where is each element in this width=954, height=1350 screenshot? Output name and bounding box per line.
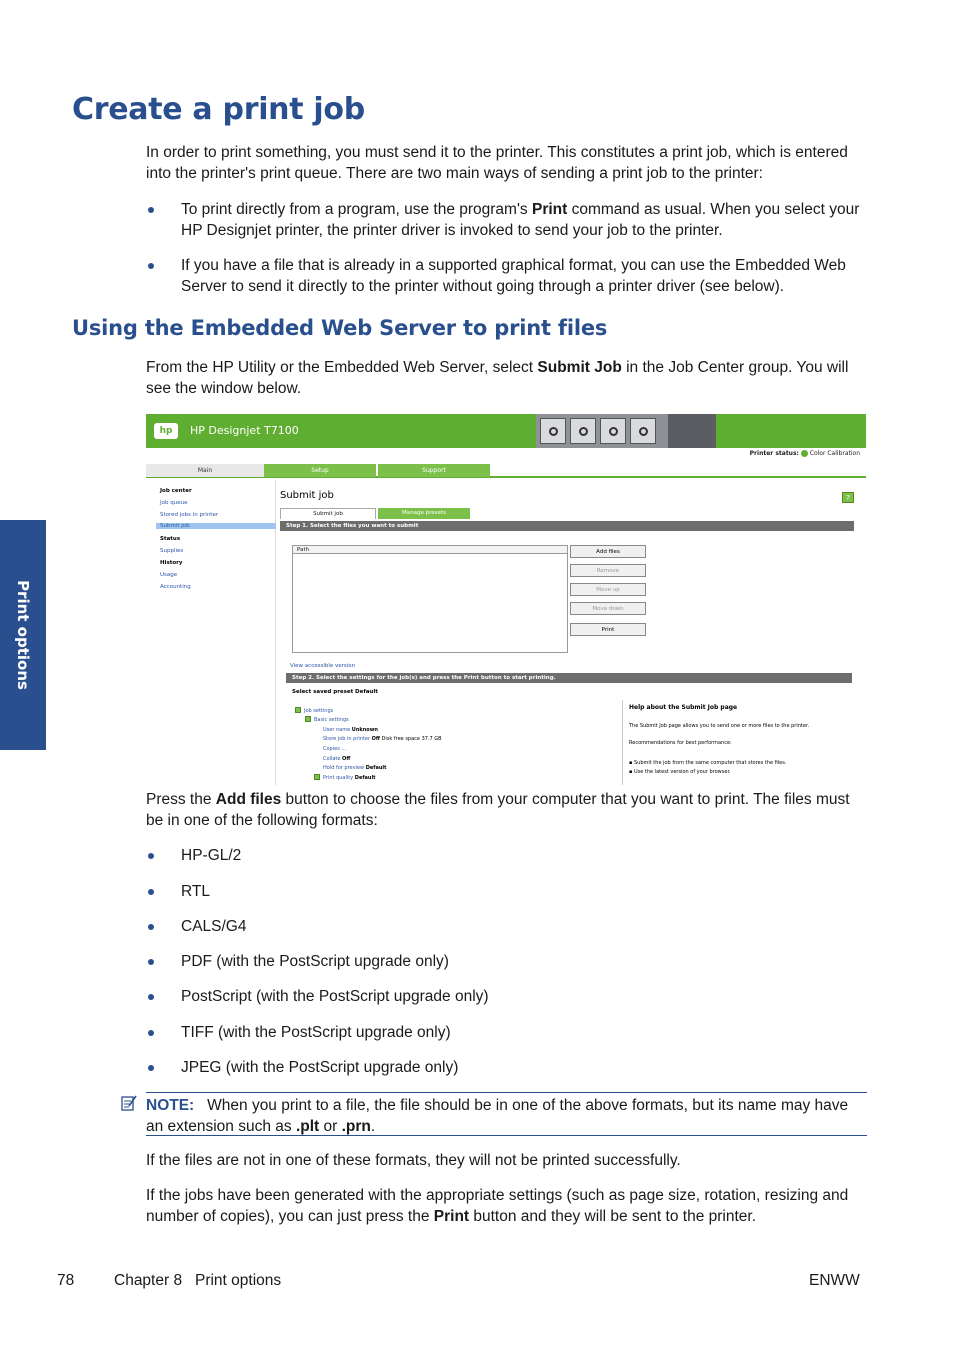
help-line: ▪ Use the latest version of your browser.	[629, 769, 731, 775]
bullet-icon	[148, 1030, 154, 1036]
status-ok-icon	[801, 450, 808, 457]
section-heading: Using the Embedded Web Server to print files	[72, 316, 608, 340]
nav-job-queue[interactable]: Job queue	[160, 500, 188, 506]
bullet-icon	[148, 207, 154, 213]
ews-tabs	[146, 464, 866, 478]
footer-right: ENWW	[809, 1272, 860, 1289]
nav-usage[interactable]: Usage	[160, 572, 178, 578]
bullet-icon	[148, 959, 154, 965]
nav-history: History	[160, 560, 183, 566]
note-text: NOTE: When you print to a file, the file should be in one of the above formats, but its name may have an extension such as .plt or .prn.	[146, 1097, 849, 1135]
fail-paragraph: If the files are not in one of these formats, they will not be printed successfully.	[146, 1152, 681, 1169]
tree-hold-preview[interactable]: Hold for preview Default	[323, 765, 387, 771]
list-item: RTL	[146, 881, 868, 902]
printer-model: HP Designjet T7100	[190, 424, 299, 437]
page-heading: Create a print job	[72, 92, 365, 127]
ews-screenshot	[146, 414, 866, 785]
print-button[interactable]: Print	[570, 623, 646, 636]
tab-support[interactable]: Support	[378, 464, 490, 477]
list-item: CALS/G4	[146, 916, 868, 937]
list-item: To print directly from a program, use the program's Print command as usual. When you select your HP Designjet printer, the printer driver is invoked to send your job to the printer.	[146, 199, 868, 241]
view-accessible-link[interactable]: View accessible version	[290, 663, 356, 669]
help-line: ▪ Submit the job from the same computer that stores the files.	[629, 760, 787, 766]
side-tab-label: Print options	[14, 580, 32, 690]
help-panel	[622, 700, 858, 785]
basic-settings-icon	[305, 716, 311, 722]
tree-user-name[interactable]: User name Unknown	[323, 727, 378, 733]
ews-left-nav	[150, 480, 276, 785]
list-item: JPEG (with the PostScript upgrade only)	[146, 1057, 868, 1078]
hp-logo-icon: hp	[154, 423, 178, 439]
file-list[interactable]	[292, 545, 568, 653]
nav-status: Status	[160, 536, 181, 542]
bullet-icon	[148, 924, 154, 930]
move-down-button[interactable]: Move down	[570, 602, 646, 615]
subtab-submit-job[interactable]: Submit job	[280, 508, 376, 519]
ews-header-bar	[146, 414, 866, 448]
formats-intro: Press the Add files button to choose the files from your computer that you want to print. The files must be in one of the following formats:	[146, 791, 850, 829]
help-icon[interactable]: ?	[842, 492, 854, 503]
printer-status: Printer status: Color Calibration	[749, 450, 860, 457]
bullet-icon	[148, 853, 154, 859]
move-up-button[interactable]: Move up	[570, 583, 646, 596]
list-item: PDF (with the PostScript upgrade only)	[146, 951, 868, 972]
tree-collate[interactable]: Collate Off	[323, 756, 351, 762]
note-box	[146, 1092, 867, 1136]
help-title: Help about the Submit Job page	[629, 704, 738, 711]
tree-print-quality[interactable]: Print quality Default	[323, 775, 376, 781]
preset-select[interactable]: Select saved preset Default	[292, 689, 378, 695]
list-item: PostScript (with the PostScript upgrade only)	[146, 986, 868, 1007]
printer-icon	[630, 418, 656, 444]
printer-icon	[540, 418, 566, 444]
ews-content	[276, 480, 862, 785]
tree-job-settings[interactable]: Job settings	[304, 708, 334, 714]
list-item: TIFF (with the PostScript upgrade only)	[146, 1022, 868, 1043]
remove-button[interactable]: Remove	[570, 564, 646, 577]
tree-copies[interactable]: Copies ...	[323, 746, 347, 752]
nav-job-center: Job center	[160, 488, 192, 494]
nav-accounting[interactable]: Accounting	[160, 584, 191, 590]
nav-supplies[interactable]: Supplies	[160, 548, 184, 554]
job-settings-icon	[295, 707, 301, 713]
help-line: Recommendations for best performance:	[629, 740, 732, 746]
step2-bar: Step 2. Select the settings for the job(s) and press the Print button to start printing.	[286, 673, 852, 683]
tree-basic-settings[interactable]: Basic settings	[314, 717, 349, 723]
bullet-icon	[148, 263, 154, 269]
list-item: If you have a file that is already in a supported graphical format, you can use the Embedded Web Server to send it directly to the printer without going through a printer driver (see below).	[146, 255, 868, 297]
add-files-button[interactable]: Add files	[570, 545, 646, 558]
note-icon	[120, 1094, 138, 1112]
tab-main[interactable]: Main	[146, 464, 264, 477]
chapter-side-tab	[0, 520, 46, 750]
print-quality-icon	[314, 774, 320, 780]
printer-icon	[600, 418, 626, 444]
nav-submit-job[interactable]: Submit job	[156, 523, 276, 529]
sub-intro-paragraph: From the HP Utility or the Embedded Web Server, select Submit Job in the Job Center group. You will see the window below.	[146, 359, 849, 397]
page-number: 78	[57, 1272, 75, 1289]
bullet-icon	[148, 1065, 154, 1071]
step1-bar: Step 1. Select the files you want to submit	[280, 521, 854, 531]
bullet-icon	[148, 889, 154, 895]
intro-paragraph: In order to print something, you must send it to the printer. This constitutes a print job, which is entered into the printer's print queue. There are two main ways of sending a print job to the printer:	[146, 144, 848, 182]
bullet-icon	[148, 994, 154, 1000]
footer-chapter: Chapter 8 Print options	[114, 1272, 282, 1289]
printer-icon	[570, 418, 596, 444]
printer-images	[536, 414, 716, 448]
submit-job-title: Submit job	[280, 490, 334, 501]
path-column-header: Path	[293, 546, 567, 554]
list-item: HP-GL/2	[146, 845, 868, 866]
final-paragraph: If the jobs have been generated with the appropriate settings (such as page size, rotation, resizing and number of copies), you can just press the Print button and they will be sent to the printer.	[146, 1187, 849, 1225]
help-line: The Submit Job page allows you to send one or more files to the printer.	[629, 723, 810, 729]
subtab-manage-presets[interactable]: Manage presets	[378, 508, 470, 519]
tree-store-job[interactable]: Store job in printer Off Disk free space 37.7 GB	[323, 736, 442, 742]
nav-stored-jobs[interactable]: Stored jobs in printer	[160, 512, 219, 518]
tab-setup[interactable]: Setup	[264, 464, 376, 477]
